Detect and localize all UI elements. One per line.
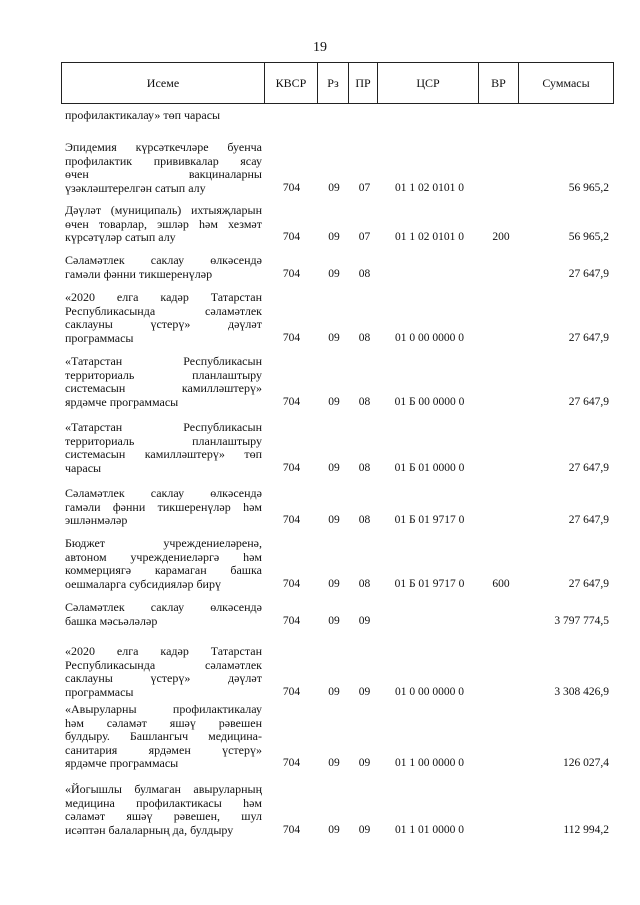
row-name-line: коммерциягә карамаган башка [65, 563, 262, 578]
page-number: 19 [313, 40, 327, 55]
column-header-sum: Суммасы [542, 75, 590, 90]
row-name-line: «Йогышлы булмаган авыруларның [65, 782, 262, 796]
row-name-line: территориаль планлаштыру [65, 433, 262, 448]
cell-kvsr: 704 [282, 231, 301, 244]
cell-sum: 27 647,9 [568, 267, 609, 280]
row-name [65, 355, 262, 409]
cell-kvsr: 704 [282, 614, 301, 627]
row-name-line: һәм сәламәт яшәү рәвешен [65, 715, 262, 730]
row-name-line: профилактик прививкалар ясау [65, 153, 262, 168]
column-header-vr: ВР [479, 63, 519, 103]
cell-pr: 09 [358, 685, 371, 698]
row-name-line: программасы [65, 330, 134, 345]
row-name-line: сәламәт яшәү рәвешен, шул [65, 809, 262, 824]
row-name [65, 601, 262, 628]
cell-rz: 09 [328, 331, 340, 344]
cell-rz: 09 [328, 461, 340, 474]
row-name-line: Дәүләт (муниципаль) ихтыяҗларын [65, 203, 262, 217]
row-name-line: Республикасында сәламәтлек [65, 657, 262, 672]
row-name [65, 703, 262, 771]
cell-rz: 09 [328, 181, 340, 194]
cell-pr: 09 [358, 757, 371, 770]
cell-kvsr: 704 [282, 267, 301, 280]
cell-rz: 09 [328, 231, 340, 244]
cell-vr: 200 [492, 231, 510, 244]
row-name-line: медицина профилактикасы һәм [65, 795, 262, 810]
row-name-line: Республикасында сәламәтлек [65, 303, 262, 318]
cell-kvsr: 704 [282, 514, 301, 527]
row-name-line: Бюджет учреждениеләренә, [65, 536, 262, 550]
row-name-line: профилактикалау» төп чарасы [65, 108, 221, 122]
row-name [65, 141, 262, 195]
row-name-line: системасын камилләштерү» төп [65, 447, 262, 462]
row-name-line: өчен вакциналарны [65, 167, 262, 182]
row-name-line: «Татарстан Республикасын [65, 354, 262, 368]
cell-sum: 27 647,9 [568, 514, 609, 527]
cell-rz: 09 [328, 267, 340, 280]
cell-rz: 09 [328, 514, 340, 527]
cell-pr: 09 [358, 823, 371, 836]
row-name-line: булдыру. Башлангыч медицина- [65, 729, 262, 744]
row-name-line: «2020 елга кадәр Татарстан [65, 290, 262, 304]
cell-pr: 07 [358, 181, 371, 194]
column-header-name: Исеме [62, 63, 265, 103]
cell-kvsr: 704 [282, 757, 301, 770]
cell-pr: 08 [358, 267, 371, 280]
cell-kvsr: 704 [282, 331, 301, 344]
row-name-line: «2020 елга кадәр Татарстан [65, 644, 262, 658]
cell-rz: 09 [328, 395, 340, 408]
cell-pr: 08 [358, 461, 371, 474]
row-name-line: системасын камилләштерү» [65, 381, 262, 396]
cell-sum: 3 308 426,9 [554, 685, 609, 698]
cell-sum: 27 647,9 [568, 331, 609, 344]
row-name-line: саклауны үстерү» дәүләт [65, 671, 262, 686]
cell-pr: 07 [358, 231, 371, 244]
cell-csr: 01 Б 01 9717 0 [394, 577, 465, 590]
column-header-kvsr: КВСР [265, 63, 318, 103]
row-name-line: үзәкләштерелгән сатып алу [65, 180, 206, 195]
row-name-line: күрсәтүләр сатып алу [65, 230, 176, 245]
cell-csr: 01 Б 01 9717 0 [394, 514, 465, 527]
row-name-line: Эпидемия күрсәткечләре буенча [65, 140, 262, 154]
row-name-line: автоном учреждениеләргә һәм [65, 549, 262, 564]
cell-kvsr: 704 [282, 461, 301, 474]
row-name [65, 783, 262, 837]
cell-csr: 01 1 02 0101 0 [395, 231, 464, 244]
cell-csr: 01 0 00 0000 0 [395, 331, 464, 344]
cell-sum: 126 027,4 [563, 757, 609, 770]
row-name [65, 487, 262, 528]
cell-pr: 08 [358, 395, 371, 408]
row-name-line: башка мәсьәләләр [65, 613, 158, 628]
cell-csr: 01 1 02 0101 0 [395, 181, 464, 194]
cell-sum: 27 647,9 [568, 577, 609, 590]
cell-csr: 01 1 00 0000 0 [395, 757, 464, 770]
row-name-line: «Татарстан Республикасын [65, 420, 262, 434]
cell-pr: 08 [358, 514, 371, 527]
cell-sum: 56 965,2 [568, 181, 609, 194]
cell-kvsr: 704 [282, 181, 301, 194]
row-name [65, 421, 262, 475]
cell-kvsr: 704 [282, 395, 301, 408]
cell-sum: 112 994,2 [563, 823, 609, 836]
row-name-line: эшләнмәләр [65, 513, 128, 528]
cell-kvsr: 704 [282, 685, 301, 698]
cell-pr: 08 [358, 331, 371, 344]
cell-csr: 01 0 00 0000 0 [395, 685, 464, 698]
row-name-line: программасы [65, 684, 134, 699]
row-name-line: оешмаларга субсидияләр бирү [65, 576, 221, 591]
cell-csr: 01 Б 01 0000 0 [394, 461, 465, 474]
cell-sum: 56 965,2 [568, 231, 609, 244]
row-name [65, 537, 262, 591]
cell-sum: 27 647,9 [568, 461, 609, 474]
row-name-line: Сәламәтлек саклау өлкәсендә [65, 600, 262, 614]
row-name [65, 254, 262, 281]
cell-sum: 3 797 774,5 [554, 614, 609, 627]
cell-kvsr: 704 [282, 823, 301, 836]
row-name-line: ярдәмче программасы [65, 756, 179, 771]
row-name-line: чарасы [65, 460, 102, 475]
cell-rz: 09 [328, 577, 340, 590]
row-name-line: гамәли фәнни тикшеренүләр [65, 266, 213, 281]
cell-vr: 600 [492, 577, 510, 590]
cell-csr: 01 Б 00 0000 0 [394, 395, 465, 408]
row-name [65, 109, 262, 123]
row-name-line: Сәламәтлек саклау өлкәсендә [65, 486, 262, 500]
row-name-line: территориаль планлаштыру [65, 367, 262, 382]
cell-sum: 27 647,9 [568, 395, 609, 408]
row-name-line: исәптән балаларның да, булдыру [65, 822, 234, 837]
cell-csr: 01 1 01 0000 0 [395, 823, 464, 836]
row-name [65, 204, 262, 245]
row-name [65, 291, 262, 345]
column-header-pr: ПР [349, 63, 378, 103]
cell-kvsr: 704 [282, 577, 301, 590]
row-name-line: гамәли фәнни тикшеренүләр һәм [65, 499, 262, 514]
row-name-line: Сәламәтлек саклау өлкәсендә [65, 253, 262, 267]
row-name-line: ярдәмче программасы [65, 394, 179, 409]
column-header-rz: Рз [318, 63, 349, 103]
row-name [65, 645, 262, 699]
row-name-line: санитария ярдәмен үстерү» [65, 742, 262, 757]
table-header [61, 62, 614, 104]
row-name-line: саклауны үстерү» дәүләт [65, 317, 262, 332]
row-name-line: өчен товарлар, эшләр һәм хезмәт [65, 216, 262, 231]
row-name-line: «Авыруларны профилактикалау [65, 702, 262, 716]
cell-rz: 09 [328, 685, 340, 698]
cell-pr: 09 [358, 614, 371, 627]
cell-rz: 09 [328, 614, 340, 627]
cell-pr: 08 [358, 577, 371, 590]
cell-rz: 09 [328, 823, 340, 836]
cell-rz: 09 [328, 757, 340, 770]
column-header-csr: ЦСР [378, 63, 479, 103]
